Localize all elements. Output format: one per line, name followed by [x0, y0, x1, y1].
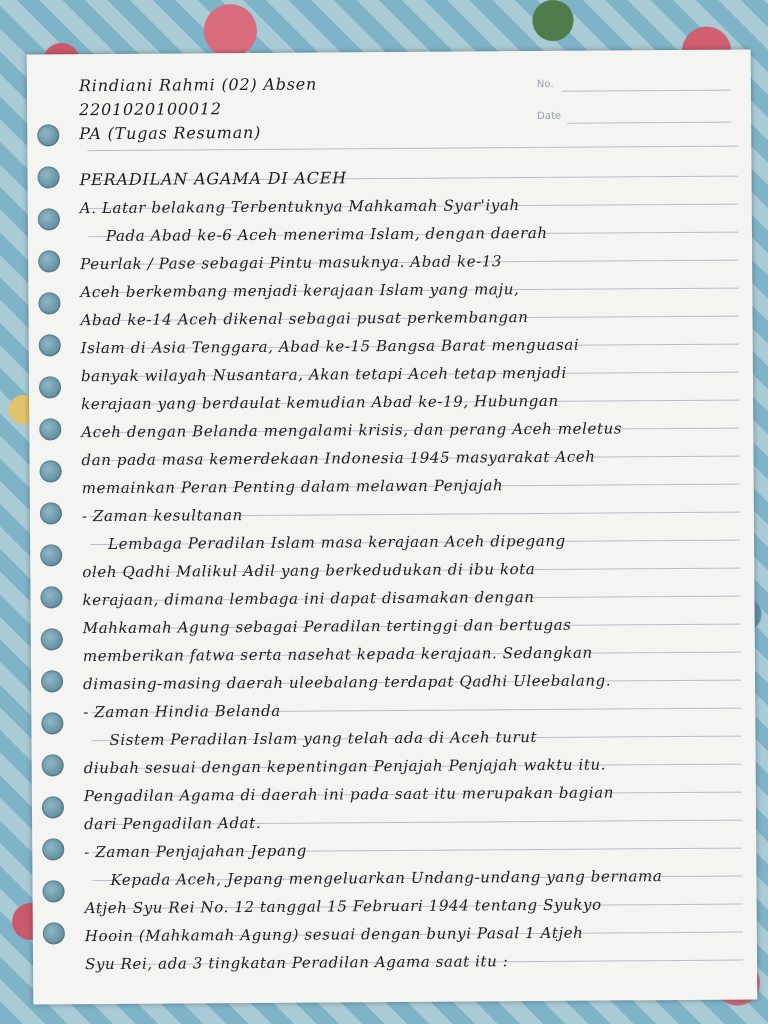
text-line: kerajaan, dimana lembaga ini dapat disamakan dengan — [82, 588, 535, 610]
binder-hole — [42, 838, 64, 860]
subsection-heading: - Zaman kesultanan — [81, 506, 243, 526]
binder-hole — [39, 376, 61, 398]
text-line: oleh Qadhi Malikul Adil yang berkedudukan di ibu kota — [82, 559, 536, 582]
text-line: kerajaan yang berdaulat kemudian Abad ke-19, Hubungan — [81, 391, 559, 414]
text-line: Aceh dengan Belanda mengalami krisis, dan perang Aceh meletus — [81, 419, 623, 442]
subsection-heading: - Zaman Penjajahan Jepang — [84, 841, 307, 862]
no-label: No. — [536, 78, 554, 90]
text-line: Mahkamah Agung sebagai Peradilan tertinggi dan bertugas — [82, 615, 572, 638]
binder-hole — [37, 166, 59, 188]
binder-hole — [38, 292, 60, 314]
text-line: dimasing-masing daerah uleebalang terdapat Qadhi Uleebalang. — [83, 671, 612, 694]
binder-hole — [38, 250, 60, 272]
page-title: PERADILAN AGAMA DI ACEH — [79, 168, 348, 190]
subsection-heading: - Zaman Hindia Belanda — [83, 701, 281, 722]
binder-hole — [42, 754, 64, 776]
binder-hole — [38, 208, 60, 230]
notebook-page — [27, 49, 758, 1004]
text-line: Sistem Peradilan Islam yang telah ada di Aceh turut — [109, 727, 538, 749]
text-line: memberikan fatwa serta nasehat kepada kerajaan. Sedangkan — [82, 643, 593, 666]
ruled-line — [87, 146, 737, 152]
binder-hole — [41, 712, 63, 734]
text-line: Abad ke-14 Aceh dikenal sebagai pusat perkembangan — [80, 308, 529, 330]
binder-hole — [41, 628, 63, 650]
text-line: Lembaga Peradilan Islam masa kerajaan Aceh dipegang — [108, 531, 566, 553]
text-line: Aceh berkembang menjadi kerajaan Islam yang maju, — [80, 280, 520, 302]
binder-hole — [41, 670, 63, 692]
binder-hole — [40, 586, 62, 608]
text-line: Pengadilan Agama di daerah ini pada saat itu merupakan bagian — [83, 783, 615, 806]
student-id-line: 2201020100012 — [79, 99, 222, 120]
text-line: Atjeh Syu Rei No. 12 tanggal 15 Februari 1944 tentang Syukyo — [84, 895, 602, 918]
binder-hole — [42, 880, 64, 902]
text-line: Hooin (Mahkamah Agung) sesuai dengan bunyi Pasal 1 Atjeh — [84, 923, 584, 946]
date-label: Date — [537, 110, 562, 122]
text-line: Syu Rei, ada 3 tingkatan Peradilan Agama saat itu : — [84, 952, 509, 974]
binder-hole — [39, 334, 61, 356]
text-line: dari Pengadilan Adat. — [84, 813, 262, 834]
text-line: Kepada Aceh, Jepang mengeluarkan Undang-undang yang bernama — [110, 867, 663, 889]
section-heading: A. Latar belakang Terbentuknya Mahkamah Syar'iyah — [79, 196, 520, 218]
binder-hole — [40, 502, 62, 524]
subject-line: PA (Tugas Resuman) — [79, 122, 262, 144]
text-line: Pada Abad ke-6 Aceh menerima Islam, dengan daerah — [105, 223, 548, 245]
text-line: Islam di Asia Tenggara, Abad ke-15 Bangsa Barat menguasai — [80, 335, 580, 358]
binder-hole — [40, 544, 62, 566]
text-line: memainkan Peran Penting dalam melawan Penjajah — [81, 476, 504, 498]
binder-hole — [42, 796, 64, 818]
text-line: dan pada masa kemerdekaan Indonesia 1945 masyarakat Aceh — [81, 447, 596, 470]
binder-hole — [40, 460, 62, 482]
binder-hole — [37, 124, 59, 146]
text-line: diubah sesuai dengan kepentingan Penjajah Penjajah waktu itu. — [83, 755, 607, 778]
text-line: banyak wilayah Nusantara, Akan tetapi Aceh tetap menjadi — [80, 363, 567, 386]
binder-hole — [39, 418, 61, 440]
binder-hole — [43, 922, 65, 944]
student-name-line: Rindiani Rahmi (02) Absen — [78, 74, 318, 96]
text-line: Peurlak / Pase sebagai Pintu masuknya. Abad ke-13 — [80, 252, 503, 274]
